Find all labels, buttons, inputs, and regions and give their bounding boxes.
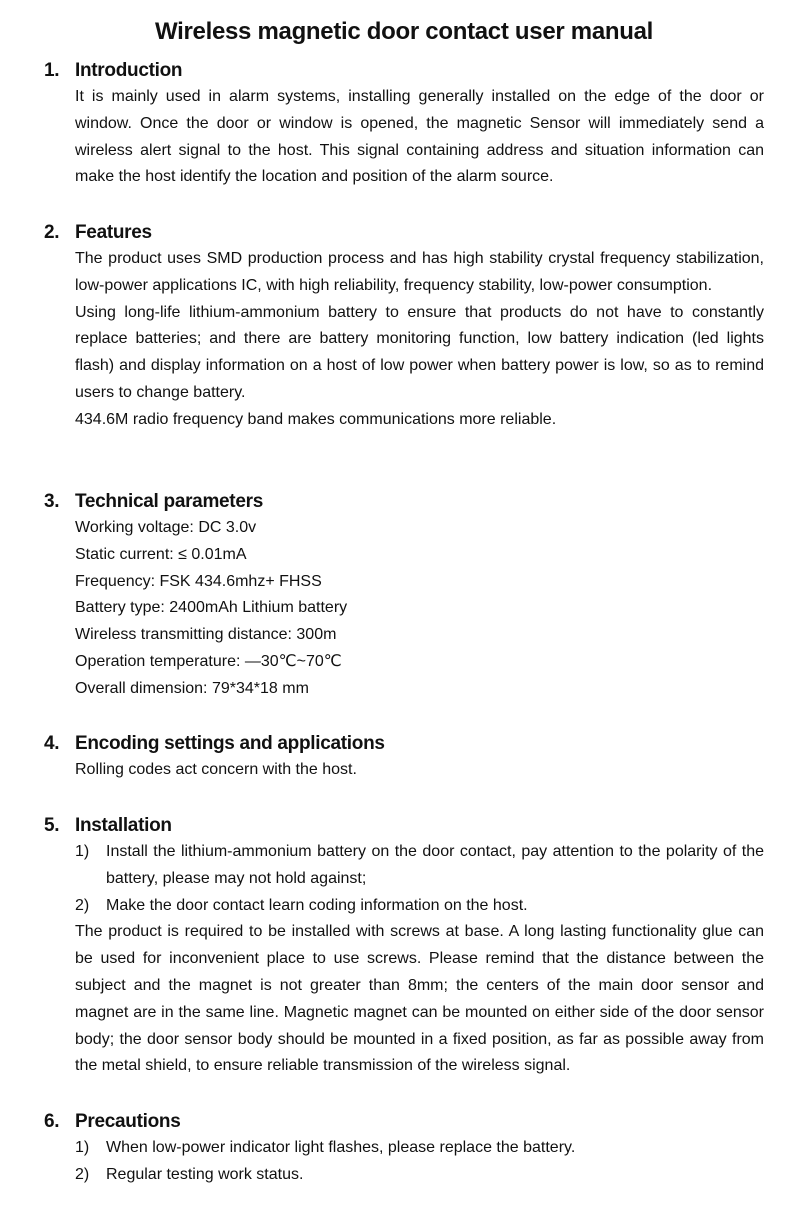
parameter-line: Frequency: FSK 434.6mhz+ FHSS — [75, 572, 322, 590]
parameter-line: Battery type: 2400mAh Lithium battery — [75, 599, 348, 617]
section-technical-parameters — [44, 488, 768, 703]
page-title: Wireless magnetic door contact user manual — [155, 18, 653, 45]
parameter-line: Static current: ≤ 0.01mA — [75, 545, 247, 563]
section-number: 2. — [44, 222, 60, 243]
section-features — [44, 219, 768, 434]
section-encoding-settings — [44, 730, 768, 784]
parameter-line: Working voltage: DC 3.0v — [75, 519, 257, 536]
section-title: Features — [75, 222, 152, 243]
section-heading — [44, 219, 768, 246]
section-number: 1. — [44, 60, 60, 81]
section-introduction — [44, 57, 768, 191]
list-text: When low-power indicator light flashes, please replace the battery. — [106, 1139, 576, 1156]
section-heading — [44, 57, 768, 84]
list-number: 1) — [75, 843, 90, 860]
paragraph: 434.6M radio frequency band makes communications more reliable. — [75, 410, 557, 428]
paragraph: It is mainly used in alarm systems, installing generally installed on the edge of the door or window. Once the door or window is opened, the magnetic Sensor will immediately send a wireless alert signal to the host. This signal containing address and situation information can make the host identify the location and position of the alarm source. — [75, 88, 764, 186]
list-text: Install the lithium-ammonium battery on the door contact, pay attention to the polarity of the battery, please may not hold against; — [106, 843, 764, 887]
list-text: Regular testing work status. — [106, 1165, 304, 1183]
section-number: 5. — [44, 815, 60, 836]
body-line: Rolling codes act concern with the host. — [75, 761, 357, 778]
section-title: Encoding settings and applications — [75, 733, 385, 754]
section-body — [75, 839, 764, 1080]
section-title: Installation — [75, 815, 172, 836]
section-heading — [44, 812, 768, 839]
section-title: Introduction — [75, 60, 183, 81]
section-precautions — [44, 1108, 768, 1189]
section-body — [75, 246, 764, 434]
paragraph: The product is required to be installed with screws at base. A long lasting functionality glue can be used for inconvenient place to use screws. Please remind that the distance between the subject and the magnet is not greater than 8mm; the centers of the main door sensor and magnet are in the same line. Magnetic magnet can be mounted on either side of the door sensor body; the door sensor body should be mounted in a fixed position, as far as possible away from the metal shield, to ensure reliable transmission of the wireless signal. — [75, 923, 764, 1075]
section-body — [75, 1135, 764, 1189]
section-title: Technical parameters — [75, 491, 263, 512]
paragraph: The product uses SMD production process and has high stability crystal frequency stabilization, low-power applications IC, with high reliability, frequency stability, low-power consumption. — [75, 250, 764, 294]
section-body — [75, 757, 764, 784]
list-number: 2) — [75, 1165, 90, 1183]
section-body — [75, 515, 764, 703]
section-number: 6. — [44, 1111, 60, 1132]
parameter-line: Overall dimension: 79*34*18 mm — [75, 679, 309, 697]
list-item — [75, 1135, 764, 1162]
section-title: Precautions — [75, 1111, 181, 1132]
list-number: 2) — [75, 896, 90, 914]
list-item — [75, 893, 764, 920]
list-text: Make the door contact learn coding information on the host. — [106, 896, 528, 914]
section-heading — [44, 1108, 768, 1135]
paragraph: Using long-life lithium-ammonium battery to ensure that products do not have to constantly replace batteries; and there are battery monitoring function, low battery indication (led lights flash) and display information on a host of low power when battery power is low, so as to remind users to change battery. — [75, 303, 764, 401]
section-body — [75, 84, 764, 191]
list-number: 1) — [75, 1139, 90, 1156]
list-item — [75, 1162, 764, 1189]
parameter-line: Operation temperature: —30℃~70℃ — [75, 652, 342, 670]
section-heading — [44, 488, 768, 515]
section-installation — [44, 812, 768, 1080]
section-number: 4. — [44, 733, 60, 754]
parameter-line: Wireless transmitting distance: 300m — [75, 626, 337, 644]
section-number: 3. — [44, 491, 60, 512]
section-heading — [44, 730, 768, 757]
list-item — [75, 839, 764, 893]
